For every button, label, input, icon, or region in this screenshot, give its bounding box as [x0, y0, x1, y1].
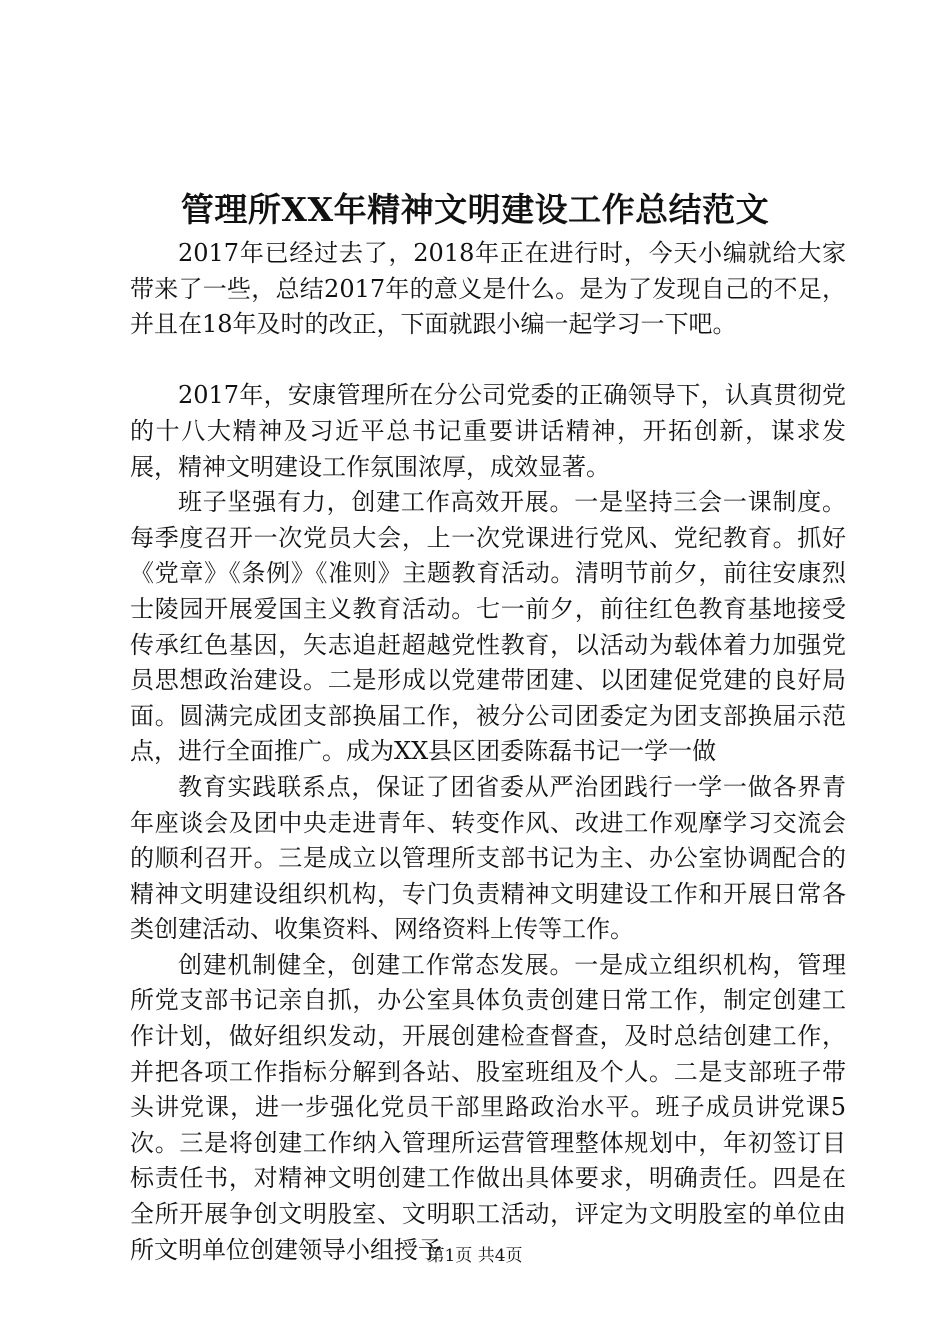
document-title: 管理所XX年精神文明建设工作总结范文 — [180, 190, 770, 229]
education-paragraph: 教育实践联系点，保证了团省委从严治团践行一学一做各界青年座谈会及团中央走进青年、转变作风、改进工作观摩学习交流会的顺利召开。三是成立以管理所支部书记为主、办公室协调配合的精神文明建设组织机构，专门负责精神文明建设工作和开展日常各类创建活动、收集资料、网络资料上传等工作。 — [130, 772, 846, 944]
leadership-paragraph: 班子坚强有力，创建工作高效开展。一是坚持三会一课制度。每季度召开一次党员大会，上一次党课进行党风、党纪教育。抓好《党章》《条例》《准则》主题教育活动。清明节前夕，前往安康烈士陵园开展爱国主义教育活动。七一前夕，前往红色教育基地接受传承红色基因，矢志追赶超越党性教育，以活动为载体着力加强党员思想政治建设。二是形成以党建带团建、以团建促党建的良好局面。圆满完成团支部换届工作，被分公司团委定为团支部换届示范点，进行全面推广。成为XX县区团委陈磊书记一学一做 — [130, 488, 846, 766]
overview-paragraph: 2017年，安康管理所在分公司党委的正确领导下，认真贯彻党的十八大精神及习近平总书记重要讲话精神，开拓创新，谋求发展，精神文明建设工作氛围浓厚，成效显著。 — [130, 381, 846, 481]
document-body — [130, 236, 846, 1268]
mechanism-paragraph: 创建机制健全，创建工作常态发展。一是成立组织机构，管理所党支部书记亲自抓，办公室具体负责创建日常工作，制定创建工作计划，做好组织发动，开展创建检查督查，及时总结创建工作，并把各项工作指标分解到各站、股室班组及个人。二是支部班子带头讲党课，进一步强化党员干部里路政治水平。班子成员讲党课5次。三是将创建工作纳入管理所运营管理整体规划中，年初签订目标责任书，对精神文明创建工作做出具体要求，明确责任。四是在全所开展争创文明股室、文明职工活动，评定为文明股室的单位由所文明单位创建领导小组授予 — [130, 950, 846, 1264]
page-number-footer: 第1页 共4页 — [427, 1246, 523, 1266]
intro-paragraph: 2017年已经过去了，2018年正在进行时，今天小编就给大家带来了一些，总结2017年的意义是什么。是为了发现自己的不足，并且在18年及时的改正，下面就跟小编一起学习一下吧。 — [130, 239, 846, 339]
